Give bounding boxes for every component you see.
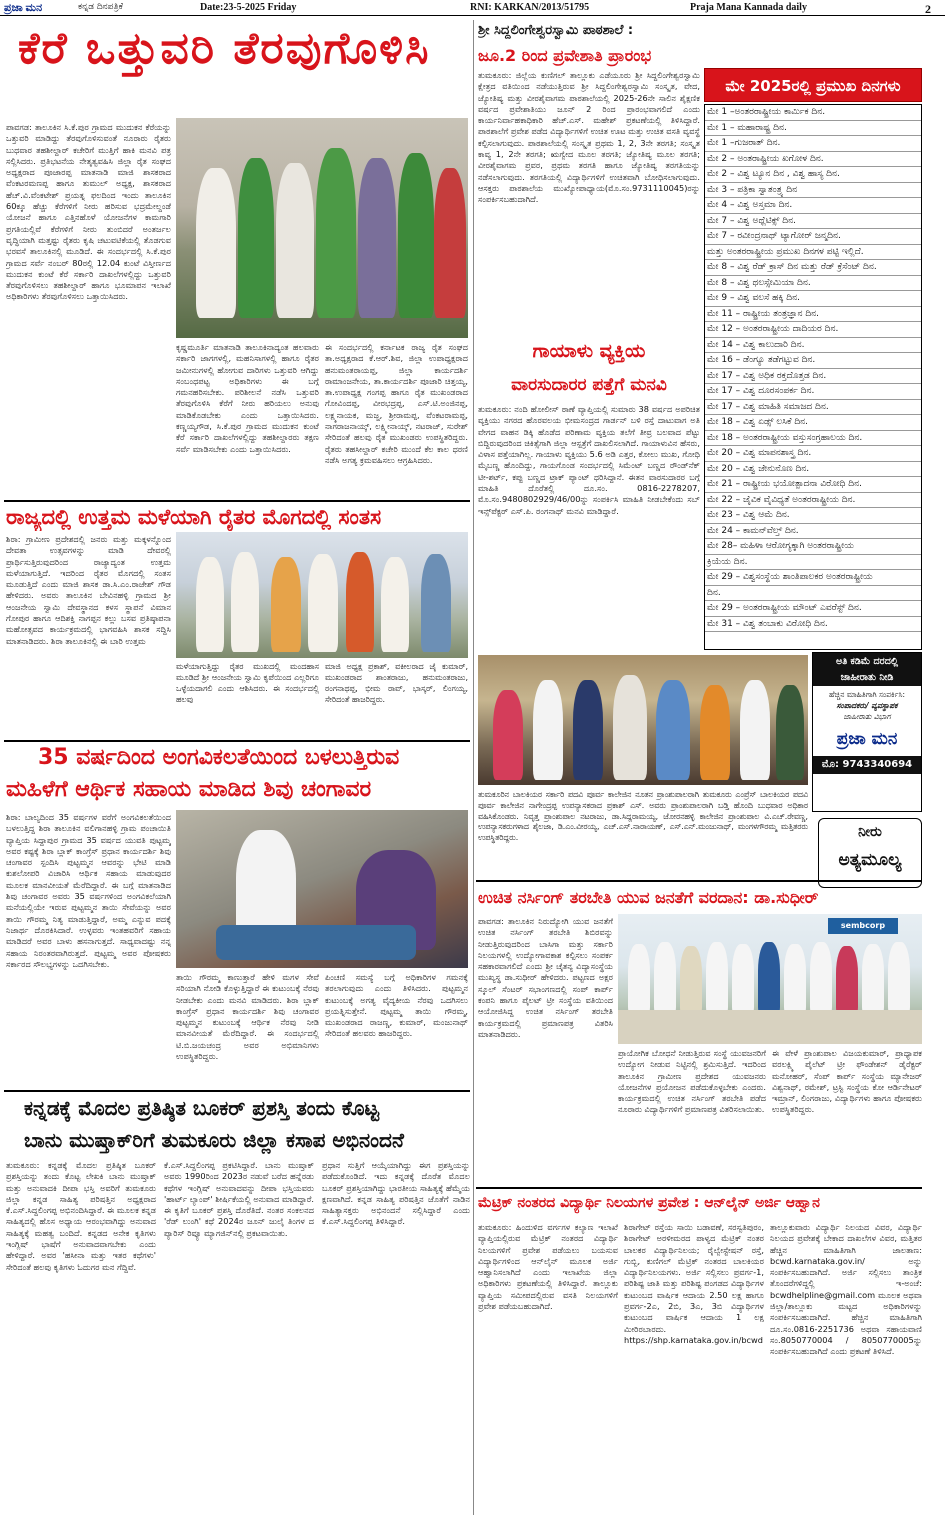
story6-photo (478, 655, 808, 785)
story4-headline2: ಬಾನು ಮುಷ್ತಾಕ್‌ರಿಗೆ ತುಮಕೂರು ಜಿಲ್ಲಾ ಕಸಾಪ ಅಭಿನಂದನೆ (24, 1128, 404, 1152)
story6-body: ತುಮಕೂರು: ನಂದಿ ಹೋಲೀಸ್ ಠಾಣೆ ವ್ಯಾಪ್ತಿಯಲ್ಲಿ ಸುಮಾರು 38 ವರ್ಷದ ಅಪರಿಚಿತ ವ್ಯಕ್ತಿಯು ನಗರದ ಹೊರವಲಯ ಭೀಮಸಂದ್ರದ ಗಾರ್ಡನ್ ಬಳಿ ರಸ್ತೆ ದಾಟುವಾಗ ಅತಿ ವೇಗದ ವಾಹನ ಡಿಕ್ಕಿ ಹೊಡೆದ ಪರಿಣಾಮ ವ್ಯಕ್ತಿಯ ತಲೆಗೆ ತೀವ್ರ ಬಲವಾದ ಪೆಟ್ಟು ಬಿದ್ದಿರುವುದರಿಂದ ಚಿಕಿತ್ಸೆಗಾಗಿ ಜಿಲ್ಲಾ ಆಸ್ಪತ್ರೆಗೆ ದಾಖಲಿಸಲಾಗಿದೆ. ಗಾಯಾಳುವಿನ ಹೆಸರು, ವಿಳಾಸ ಪತ್ತೆಯಾಗಿಲ್ಲ. ಗಾಯಾಳು ವ್ಯಕ್ತಿಯು 5.6 ಅಡಿ ಎತ್ತರ, ಕೋಲು ಮುಖ, ಗೋಧಿ ಮೈಬಣ್ಣ ಹೊಂದಿದ್ದು, ಗಾಯಗೊಂಡ ಸಂದರ್ಭದಲ್ಲಿ ಸಿಮೆಂಟ್ ಬಣ್ಣದ ರೌಂಡ್‌ನೆಕ್ ಟೀ-ಶರ್ಟ್, ಕಪ್ಪು ಬಣ್ಣದ ಟ್ರಾಕ್ ಪ್ಯಾಂಟ್ ಧರಿಸಿದ್ದಾನೆ. ಈತನ ವಾರಸುದಾರರ ಬಗ್ಗೆ ಮಾಹಿತಿ ದೊರೆತಲ್ಲಿ ದೂ.ಸಂ. 0816-2278207, ಮೊ.ಸಂ.9480802929/46/00ನ್ನು ಸಂಪರ್ಕಿಸಿ ಮಾಹಿತಿ ನೀಡಬೇಕೆಂದು ಸಬ್ ಇನ್ಸ್‌ಪೆಕ್ಟರ್ ಎಸ್.ಪಿ. ರಂಗನಾಥ್ ಮನವಿ ಮಾಡಿದ್ದಾರೆ. (478, 404, 700, 516)
story8-headline: ಮೆಟ್ರಿಕ್ ನಂತರದ ವಿದ್ಯಾರ್ಥಿ ನಿಲಯಗಳ ಪ್ರವೇಶ : ಆನ್‌ಲೈನ್ ಅರ್ಜಿ ಆಹ್ವಾನ (478, 1195, 820, 1211)
story5-headline1: ಶ್ರೀ ಸಿದ್ದಲಿಂಗೇಶ್ವರಸ್ವಾಮಿ ಪಾಠಶಾಲೆ : (478, 23, 634, 38)
story8-col3: ತಾಲ್ಲೂಕುವಾರು ವಿದ್ಯಾರ್ಥಿ ನಿಲಯದ ವಿವರ, ವಿದ್ಯಾರ್ಥಿ ನಿಲಯದ ಪ್ರವೇಶಕ್ಕೆ ಬೇಕಾದ ದಾಖಲೆಗಳ ವಿವರ, ಮತ್ತಿತರ ಹೆಚ್ಚಿನ ಮಾಹಿತಿಗಾಗಿ ಜಾಲತಾಣ: bcwd.karnataka.gov.in/ ಅನ್ನು ಸಂಪರ್ಕಿಸಬಹುದಾಗಿದೆ. ಅರ್ಜಿ ಸಲ್ಲಿಸಲು ತಾಂತ್ರಿಕ ತೊಂದರೆಗಳಿದ್ದಲ್ಲಿ ಇ-ಅಂಚೆ: bcwdhelpline@gmail.com ಮೂಲಕ ಅಥವಾ ಜಿಲ್ಲಾ/ತಾಲ್ಲೂಕು ಮಟ್ಟದ ಅಧಿಕಾರಿಗಳನ್ನು ಸಂಪರ್ಕಿಸಬಹುದಾಗಿದೆ. ಹೆಚ್ಚಿನ ಮಾಹಿತಿಗಾಗಿ ದೂ.ಸಂ.0816-2251736 ಅಥವಾ ಸಹಾಯವಾಣಿ ಸಂ.8050770004 / 8050770005ನ್ನು ಸಂಪರ್ಕಿಸಬಹುದಾಗಿದೆ ಎಂದು ಪ್ರಕಟಣೆ ತಿಳಿಸಿದೆ. (770, 1222, 922, 1357)
story8-col2: ಶಿರಾಗೇಟ್ ರಸ್ತೆಯ ಸಾಯಿ ಬಡಾವಣೆ, ಸರಸ್ವತಿಪುರಂ, ಶಿರಾಗೇಟ್ ಅರಳೀಮರದ ಪಾಳ್ಯದ ಮೆಟ್ರಿಕ್ ನಂತರ ಬಾಲಕರ ವಿದ್ಯಾರ್ಥಿನಿಲಯ; ರೈಲ್ವೇಸ್ಟೇಷನ್ ರಸ್ತೆ, ಗುಬ್ಬಿ, ಕುಣಿಗಲ್ ಮೆಟ್ರಿಕ್ ನಂತರದ ಬಾಲಕಿಯರ ವಿದ್ಯಾರ್ಥಿನಿಲಯಗಳು. ಅರ್ಜಿ ಸಲ್ಲಿಸಲು ಪ್ರವರ್ಗ-1, ಪರಿಶಿಷ್ಟ ಜಾತಿ ಮತ್ತು ಪರಿಶಿಷ್ಟ ಪಂಗಡದ ವಿದ್ಯಾರ್ಥಿಗಳ ಕುಟುಂಬದ ವಾರ್ಷಿಕ ಆದಾಯ 2.50 ಲಕ್ಷ ಹಾಗೂ ಪ್ರವರ್ಗ-2ಎ, 2ಬಿ, 3ಎ, 3ಬಿ ವಿದ್ಯಾರ್ಥಿಗಳ ಕುಟುಂಬದ ವಾರ್ಷಿಕ ಆದಾಯ 1 ಲಕ್ಷ ಮೀರಿರಬಾರದು. https://shp.karnataka.gov.in/bcwd (624, 1222, 764, 1345)
day-item: ಮೇ 29 – ಅಂತರರಾಷ್ಟ್ರೀಯ ಮೌಂಟ್ ಎವರೆಸ್ಟ್ ದಿನ. (705, 601, 921, 617)
day-item: ಮತ್ತು ಅಂತರರಾಷ್ಟ್ರೀಯ ಪ್ರಮುಖ ದಿನಗಳ ಪಟ್ಟಿ ಇಲ್ಲಿದೆ. (705, 245, 921, 261)
days-title: ಮೇ 2025ರಲ್ಲಿ ಪ್ರಮುಖ ದಿನಗಳು (704, 68, 922, 102)
day-item: ದಿನ. (705, 586, 921, 602)
day-item: ಮೇ 24 – ಕಾಮನ್‌ವೆಲ್ತ್ ದಿನ. (705, 524, 921, 540)
divider (4, 740, 470, 742)
story5-body: ತುಮಕೂರು: ಜಿಲ್ಲೆಯ ಕುಣಿಗಲ್ ತಾಲ್ಲೂಕು ಎಡೆಯೂರು ಶ್ರೀ ಸಿದ್ದಲಿಂಗೇಶ್ವರಸ್ವಾಮಿ ಕ್ಷೇತ್ರದ ವತಿಯಿಂದ ನಡೆಯುತ್ತಿರುವ ಶ್ರೀ ಸಿದ್ದಲಿಂಗೇಶ್ವರಸ್ವಾಮಿ ಸಂಸ್ಕೃತ, ವೇದ, ಜ್ಯೋತಿಷ್ಯ ಮತ್ತು ವೀರಶೈವಾಗಮ ಪಾಠಶಾಲೆಯಲ್ಲಿ 2025-26ನೇ ಸಾಲಿನ ಶೈಕ್ಷಣಿಕ ವರ್ಷದ ಪ್ರವೇಶಾತಿಯು ಜೂನ್ 2 ರಿಂದ ಪ್ರಾರಂಭವಾಗಲಿದೆ ಎಂದು ಕಾರ್ಯನಿರ್ವಾಹಕಾಧಿಕಾರಿ ಹೆಚ್.ಎಸ್. ಮಹೇಶ್ ಪ್ರಕಟಣೆಯಲ್ಲಿ ತಿಳಿಸಿದ್ದಾರೆ. ಪಾಠಶಾಲೆಗೆ ಪ್ರವೇಶ ಪಡೆದ ವಿದ್ಯಾರ್ಥಿಗಳಿಗೆ ಉಚಿತ ಊಟ ಮತ್ತು ಉಚಿತ ವಸತಿ ವ್ಯವಸ್ಥೆ ಕಲ್ಪಿಸಲಾಗುವುದು. ಪಾಠಶಾಲೆಯಲ್ಲಿ ಸಂಸ್ಕೃತ ಪ್ರಥಮ 1, 2, 3ನೇ ತರಗತಿ; ಸಂಸ್ಕೃತ ಕಾವ್ಯ 1, 2ನೇ ತರಗತಿ; ಋಗ್ವೇದ ಮೂಲ ತರಗತಿ; ಜ್ಯೋತಿಷ್ಯ ಮೂಲ ತರಗತಿ; ವೀರಶೈವಾಗಮ ಪ್ರವರ, ಪ್ರಥಮ ತರಗತಿ ಹಾಗೂ ಜ್ಯೋತಿಷ್ಯ ತರಗತಿಯನ್ನು ನಡೆಸಲಾಗುವುದು. ತರಗತಿಯಲ್ಲಿ ವಿದ್ಯಾರ್ಥಿಗಳಿಗೆ ಉಚಿತವಾಗಿ ಬೋಧಿಸಲಾಗುವುದು. ಆಸಕ್ತರು ಪಾಠಶಾಲೆಯ ಮುಖ್ಯೋಪಾಧ್ಯಾಯ(ಮೊ.ಸಂ.9731110045)ರನ್ನು ಸಂಪರ್ಕಿಸಬಹುದಾಗಿದೆ. (478, 70, 700, 205)
day-item: ಮೇ 22 – ಜೈವಿಕ ವೈವಿಧ್ಯತೆ ಅಂತರರಾಷ್ಟ್ರೀಯ ದಿನ. (705, 493, 921, 509)
water-line1: ನೀರು (858, 824, 882, 840)
day-item: ಮೇ 3 – ಪತ್ರಿಕಾ ಸ್ವಾತಂತ್ರ್ಯ ದಿನ (705, 183, 921, 199)
story4-col3: ಪ್ರಧಾನ ಸುತ್ತಿಗೆ ಆಯ್ಕೆಯಾಗಿದ್ದು ಈಗ ಪ್ರಶಸ್ತಿಯನ್ನು ಪಡೆದುಕೊಂಡಿದೆ. ಇದು ಕನ್ನಡಕ್ಕೆ ದೊರೆತ ಮೊದಲ ಬೂಕರ್ ಪ್ರಶಸ್ತಿಯಾಗಿದ್ದು ಭಾರತೀಯ ಸಾಹಿತ್ಯಕ್ಕೆ ಹೆಮ್ಮೆಯ ಕ್ಷಣವಾಗಿದೆ. ಕನ್ನಡ ಸಾಹಿತ್ಯ ಪರಿಷತ್ತಿನ ಜೊತೆಗೆ ನಾಡಿನ ಸಾಹಿತ್ಯಾಸಕ್ತರು ಅಭಿನಂದನೆ ಸಲ್ಲಿಸಿದ್ದಾರೆ ಎಂದು ಕೆ.ಎಸ್.ಸಿದ್ದಲಿಂಗಪ್ಪ ತಿಳಿಸಿದ್ದಾರೆ. (322, 1160, 470, 1227)
story7-headline: ಉಚಿತ ನರ್ಸಿಂಗ್ ತರಬೇತಿ ಯುವ ಜನತೆಗೆ ವರದಾನ: ಡಾ.ಸುಧೀರ್ (478, 888, 819, 907)
story1-headline: ಕೆರೆ ಒತ್ತುವರಿ ತೆರವುಗೊಳಿಸಿ (18, 23, 431, 74)
page-number: 2 (925, 2, 931, 16)
story6-headline1: ಗಾಯಾಳು ವ್ಯಕ್ತಿಯ (532, 340, 646, 362)
story7-photo: sembcorp (618, 914, 922, 1044)
masthead-rni: RNI: KARKAN/2013/51795 (470, 2, 590, 13)
masthead (0, 0, 945, 16)
day-item: ಮೇ 17 – ವಿಶ್ವ ಅಧಿಕ ರಕ್ತದೊತ್ತಡ ದಿನ. (705, 369, 921, 385)
ad-phone: ಮೊ: 9743340694 (813, 756, 921, 774)
day-item: ಮೇ 17 – ವಿಶ್ವ ದೂರಸಂಪರ್ಕ ದಿನ. (705, 384, 921, 400)
day-item: ಮೇ 8 – ವಿಶ್ವ ಥಲಸ್ಸೇಮಿಯಾ ದಿನ. (705, 276, 921, 292)
day-item: ಮೇ 21 – ರಾಷ್ಟ್ರೀಯ ಭಯೋತ್ಪಾದನಾ ವಿರೋಧಿ ದಿನ. (705, 477, 921, 493)
ad-line3: ಹೆಚ್ಚಿನ ಮಾಹಿತಿಗಾಗಿ ಸಂಪರ್ಕಿಸಿ: (829, 690, 905, 699)
day-item: ಮೇ 17 – ವಿಶ್ವ ಮಾಹಿತಿ ಸಮಾಜದ ದಿನ. (705, 400, 921, 416)
story1-col2: ಕೃಷ್ಣಮೂರ್ತಿ ಮಾತನಾಡಿ ತಾಲೂಕಿನಾದ್ಯಂತ ಹಲವಾರು ಸರ್ಕಾರಿ ಜಾಗಗಳಲ್ಲಿ, ಮಹನಿಸಾಗಳಲ್ಲಿ ಹಾಗೂ ರೈತರ ಜಮೀನುಗಳಲ್ಲಿ ಹೋಗುವ ದಾರಿಗಳು ಒತ್ತುವರಿ ಆಗಿದ್ದು ಸಂಬಂಧಪಟ್ಟ ಅಧಿಕಾರಿಗಳು ಈ ಬಗ್ಗೆ ಗಮನಹರಿಸಬೇಕು. ಪರಿಶೀಲನೆ ನಡೆಸಿ ಒತ್ತುವರಿ ತೆರವುಗೊಳಿಸಿ ಕೆರೆಗೆ ನೀರು ಹರಿಯಲು ಅನುವು ಮಾಡಿಕೊಡಬೇಕು ಎಂದು ಒತ್ತಾಯಿಸಿದರು. ಕಣ್ಣಯ್ಯಗೌಡ, ಸಿ.ಕೆ.ಪುರ ಗ್ರಾಮದ ಮುದುಕನ ಕುಂಟೆ ಕೆರೆ ಸರ್ಕಾರಿ ದಾಖಲೆಗಳಲ್ಲಿದ್ದು ತಹಶೀಲ್ದಾರರು ತಕ್ಷಣ ಸರ್ವೆ ಮಾಡಿಸಬೇಕು ಎಂದು ಒತ್ತಾಯಿಸಿದರು. (176, 342, 319, 454)
masthead-paper-name: Praja Mana Kannada daily (690, 2, 807, 13)
day-item: ಮೇ 8 – ವಿಶ್ವ ರೆಡ್ ಕ್ರಾಸ್ ದಿನ ಮತ್ತು ರೆಡ್ ಕ್ರೆಸೆಂಟ್ ದಿನ. (705, 260, 921, 276)
days-list (704, 104, 922, 650)
story3-headline2: ಮಹಿಳೆಗೆ ಆರ್ಥಿಕ ಸಹಾಯ ಮಾಡಿದ ಶಿವು ಚಂಗಾವರ (6, 777, 372, 802)
story2-photo (176, 532, 468, 658)
day-item: ಮೇ 23 – ವಿಶ್ವ ಆಮೆ ದಿನ. (705, 508, 921, 524)
day-item: ಮೇ 29 – ವಿಶ್ವಸಂಸ್ಥೆಯ ಶಾಂತಿಪಾಲಕರ ಅಂತರರಾಷ್ಟ್ರೀಯ (705, 570, 921, 586)
column-rule (473, 20, 474, 1515)
story4-col1: ತುಮಕೂರು: ಕನ್ನಡಕ್ಕೆ ಮೊದಲ ಪ್ರತಿಷ್ಠಿತ ಬೂಕರ್ ಪ್ರಶಸ್ತಿಯನ್ನು ತಂದು ಕೊಟ್ಟ ಲೇಖಕಿ ಬಾನು ಮುಷ್ತಾಕ್ ಮತ್ತು ಅನುವಾದಕಿ ದೀಪಾ ಭಸ್ತಿ ಅವರಿಗೆ ತುಮಕೂರು ಜಿಲ್ಲಾ ಕನ್ನಡ ಸಾಹಿತ್ಯ ಪರಿಷತ್ತಿನ ಅಧ್ಯಕ್ಷರಾದ ಕೆ.ಎಸ್.ಸಿದ್ದಲಿಂಗಪ್ಪ ಅಭಿನಂದಿಸಿದ್ದಾರೆ. ಈ ಮೂಲಕ ಕನ್ನಡ ಸಾಹಿತ್ಯದಲ್ಲಿ ಹೊಸ ಅಧ್ಯಾಯ ಆರಂಭವಾಗಿದ್ದು ಅನುವಾದ ಸಾಹಿತ್ಯಕ್ಕೆ ಮಹತ್ವ ಬಂದಿದೆ. ಕನ್ನಡದ ಅನೇಕ ಕೃತಿಗಳು ಇಂಗ್ಲಿಷ್ ಭಾಷೆಗೆ ಅನುವಾದವಾಗಬೇಕು ಎಂದು ಹೇಳಿದ್ದಾರೆ. ಅವರ 'ಹಸೀನಾ ಮತ್ತು ಇತರ ಕಥೆಗಳು' ಸೇರಿದಂತೆ ಹಲವು ಕೃತಿಗಳು ಓದುಗರ ಮನ ಗೆದ್ದಿವೆ. (6, 1160, 156, 1272)
water-line2: ಅತ್ಯಮೂಲ್ಯ (838, 850, 902, 870)
day-item: ಮೇ 14 – ವಿಶ್ವ ಕಾಲುದಾರಿ ದಿನ. (705, 338, 921, 354)
ad-line2: ಜಾಹೀರಾತು ನೀಡಿ (813, 670, 921, 686)
story3-col3: ಪಿಂಚಣಿ ಸಮಸ್ಯೆ ಬಗ್ಗೆ ಅಧಿಕಾರಿಗಳ ಗಮನಕ್ಕೆ ತರಲಾಗುವುದು ಎಂದು ತಿಳಿಸಿದರು. ಪುಟ್ಟಮ್ಮನ ಕುಟುಂಬಕ್ಕೆ ಅಗತ್ಯ ವೈದ್ಯಕೀಯ ನೆರವು ಒದಗಿಸಲು ಪ್ರಯತ್ನಿಸುತ್ತೇನೆ. ಪುಟ್ಟಮ್ಮ ತಾಯಿ ಗೌರಮ್ಮ, ಮುಖಂಡರಾದ ರಾಜಣ್ಣ, ಕುಮಾರ್, ಮಂಜುನಾಥ್ ಸೇರಿದಂತೆ ಹಲವರು ಹಾಜರಿದ್ದರು. (325, 972, 468, 1039)
ad-line5: ಜಾಹೀರಾತು ವಿಭಾಗ (843, 712, 891, 721)
story3-col1: ಶಿರಾ: ಬಾಲ್ಯದಿಂದ 35 ವರ್ಷಗಳ ವರೆಗೆ ಅಂಗವಿಕಲತೆಯಿಂದ ಬಳಲುತ್ತಿದ್ದ ಶಿರಾ ತಾಲೂಕಿನ ವಲಿಗಾನಹಳ್ಳಿ ಗ್ರಾಮ ಪಂಚಾಯಿತಿ ವ್ಯಾಪ್ತಿಯ ಸಿದ್ದಾಪುರ ಗ್ರಾಮದ 35 ವರ್ಷದ ಯುವತಿ ಪುಟ್ಟಮ್ಮ ಅವರ ಕಷ್ಟಕ್ಕೆ ಶಿರಾ ಬ್ಲಾಕ್ ಕಾಂಗ್ರೆಸ್ ಪ್ರಧಾನ ಕಾರ್ಯದರ್ಶಿ ಶಿವು ಚಂಗಾವರ ಸ್ಪಂದಿಸಿ ಪುಟ್ಟಮ್ಮನ ಆವರನ್ನು ಭೇಟಿ ಮಾಡಿ ಕುಶಲೋಪರಿ ವಿಚಾರಿಸಿ ಆರ್ಥಿಕ ಸಹಾಯ ಮಾಡುವುದರ ಮೂಲಕ ಮಾನವೀಯತೆ ಮೆರೆದಿದ್ದಾರೆ. ಈ ಬಗ್ಗೆ ಮಾತನಾಡಿದ ಶಿವು ಚಂಗಾವರ ಅವರು 35 ವರ್ಷಗಳಿಂದ ಅಂಗವಿಕಲೆಯಾಗಿ ಮನೆಯಲ್ಲಿಯೇ ಇರುವ ಪುಟ್ಟಮ್ಮನ ತಾಯಿ ಸೇವೆಯನ್ನು ಅವರ ತಾಯಿ ಗೌರಮ್ಮ ನಿತ್ಯ ಮಾಡುತ್ತಿದ್ದಾರೆ, ಅಮ್ಮ ಎನ್ನುವ ಪದಕ್ಕೆ ನಿಜಾರ್ಥ ದೊರಕಿಸಿದಾರೆ. ಉಳ್ಳವರು ಇಂತಹವರಿಗೆ ಸಹಾಯ ಮಾಡಿದರೆ ಅವರ ಬಾಳು ಹಸನಾಗುತ್ತದೆ. ಸಾಧ್ಯವಾದಷ್ಟು ನನ್ನ ಸಹಾಯ ನಿರಂತರವಾಗಿರುತ್ತದೆ. ಪುಟ್ಟಮ್ಮ ಅವರ ಪೋಷಕರು ಸರ್ಕಾರದ ಸೌಲಭ್ಯಗಳನ್ನು ಒದಗಿಸಬೇಕು. (6, 812, 171, 969)
ad-box (812, 652, 922, 812)
ad-line1: ಅತಿ ಕಡಿಮೆ ದರದಲ್ಲಿ (813, 653, 921, 670)
story7-col2: ಪ್ರಾಯೋಗಿಕ ಬೋಧನೆ ನೀಡುತ್ತಿರುವ ಸಂಸ್ಥೆ ಯುವಜನರಿಗೆ ಉದ್ಯೋಗ ನೀಡುವ ನಿಟ್ಟಿನಲ್ಲಿ ಶ್ರಮಿಸುತ್ತಿದೆ. ಇದರಿಂದ ತಾಲೂಕಿನ ಗ್ರಾಮೀಣ ಪ್ರದೇಶದ ಯುವಜನರು ಯೋಜನೆಗಳ ಪ್ರಯೋಜನ ಪಡೆದುಕೊಳ್ಳಬೇಕು ಎಂದರು. ಕಾರ್ಯಕ್ರಮದಲ್ಲಿ ಉಚಿತ ನರ್ಸಿಂಗ್ ತರಬೇತಿ ಪಡೆದ ನೂರಾರು ವಿದ್ಯಾರ್ಥಿಗಳಿಗೆ ಪ್ರಮಾಣಪತ್ರ ವಿತರಿಸಲಾಯಿತು. (618, 1048, 766, 1115)
story2-headline: ರಾಜ್ಯದಲ್ಲಿ ಉತ್ತಮ ಮಳೆಯಾಗಿ ರೈತರ ಮೊಗದಲ್ಲಿ ಸಂತಸ (6, 505, 382, 529)
day-item: ಮೇ 1 – ಮಹಾರಾಷ್ಟ್ರ ದಿನ. (705, 121, 921, 137)
day-item: ಮೇ 18 – ಅಂತರರಾಷ್ಟ್ರೀಯ ವಸ್ತುಸಂಗ್ರಹಾಲಯ ದಿನ. (705, 431, 921, 447)
ad-logo: ಪ್ರಜಾ ಮನ (836, 729, 898, 749)
story1-col1: ಪಾವಗಡ: ತಾಲೂಕಿನ ಸಿ.ಕೆ.ಪುರ ಗ್ರಾಮದ ಮುದುಕನ ಕೆರೆಯನ್ನು ಒತ್ತುವರಿ ಮಾಡಿದ್ದು ತೆರವುಗೊಳಿಸುವಂತೆ ನೂರಾರು ರೈತರು ಬುಧವಾರ ತಹಶೀಲ್ದಾರ್ ಕಚೇರಿಗೆ ಮುತ್ತಿಗೆ ಹಾಕಿ ಮನವಿ ಪತ್ರ ಸಲ್ಲಿಸಿದರು. ಪ್ರತಿಭಟನೆಯ ನೇತೃತ್ವವಹಿಸಿ ಜಿಲ್ಲಾ ರೈತ ಸಂಘದ ಅಧ್ಯಕ್ಷರಾದ ಪೂಜಾರಪ್ಪ ಮಾತನಾಡಿ ಮಾಜಿ ಶಾಸಕರಾದ ವೆಂಕಟರಮಣಪ್ಪ ಹಾಗೂ ತುಮುಲ್ ಅಧ್ಯಕ್ಷ, ಶಾಸಕರಾದ ಹೆಚ್.ವಿ.ವೆಂಕಟೇಶ್ ಪ್ರಯತ್ನ ಫಲದಿಂದ ಇಂದು ತಾಲೂಕಿನ 60ಕ್ಕೂ ಹೆಚ್ಚು ಕೆರೆಗಳಿಗೆ ನೀರು ಹರಿಸುವ ಭದ್ರಮೇಲ್ದಂಡೆ ಯೋಜನೆ ಹಾಗೂ ಎತ್ತಿನಹೊಳೆ ಯೋಜನೆಗಳ ಕಾಮಗಾರಿ ಪ್ರಗತಿಯಲ್ಲಿವೆ ಕೆರೆಗಳಿಗೆ ನೀರು ತುಂಬಿದರೆ ಅಂತರ್ಜಲ ವೃದ್ಧಿಯಾಗಿ ಮತ್ತಷ್ಟು ರೈತರು ಕೃಷಿ ಚಟುವಟಿಕೆಯಲ್ಲಿ ತೊಡಗುವ ಭರವಸೆ ತಾಲೂಕಿನಲ್ಲಿ ಮೂಡಿದೆ. ಈ ಸಂದರ್ಭದಲ್ಲಿ ಸಿ.ಕೆ.ಪುರ ಗ್ರಾಮದ ಸರ್ವೆ ನಂಬರ್ 80ರಲ್ಲಿ 12.04 ಕುಂಟೆ ವಿಸ್ತೀರ್ಣದ ಮುದುಕನ ಕುಂಟೆ ಕೆರೆ ಸರ್ಕಾರಿ ದಾಖಲೆಗಳಲ್ಲಿದ್ದು ಒತ್ತುವರಿ ತೆರವುಗೊಳಿಸಲು ತಹಶೀಲ್ದಾರ್ ಹಾಗೂ ಭೂಮಾಪನ ಇಲಾಖೆ ಅಧಿಕಾರಿಗಳು ತೆರವುಗೊಳಿಸಲು ಒತ್ತಾಯಿಸಿದರು. (6, 122, 171, 302)
day-item: ಮೇ 1 –ಅಂತರರಾಷ್ಟ್ರೀಯ ಕಾರ್ಮಿಕ ದಿನ. (705, 105, 921, 121)
story6-caption: ತುಮಕೂರಿನ ಬಾಲಕಿಯರ ಸರ್ಕಾರಿ ಪದವಿ ಪೂರ್ವ ಕಾಲೇಜಿನ ನೂತನ ಪ್ರಾಂಶುಪಾಲರಾಗಿ ತುಮಕೂರು ಎಂಪ್ರೆಸ್ ಬಾಲಕಿಯರ ಪದವಿ ಪೂರ್ವ ಕಾಲೇಜಿನ ನಾಗೇಂದ್ರಪ್ಪ ಉಪನ್ಯಾಸಕರಾದ ಪ್ರಕಾಶ್ ಎಸ್. ಅವರು ಪ್ರಾಂಶುಪಾಲರಾಗಿ ಬಡ್ತಿ ಹೊಂದಿ ಬುಧವಾರ ಅಧಿಕಾರ ವಹಿಸಿಕೊಂಡರು. ನಿವೃತ್ತ ಪ್ರಾಂಶುಪಾಲ ನಟರಾಜು, ಡಾ.ಸಿದ್ದರಾಮಯ್ಯ, ಜೋರನಹಳ್ಳಿ ಕಾಲೇಜಿನ ಪ್ರಾಂಶುಪಾಲ ವಿ.ಎಚ್.ರೇವಣ್ಣ, ಉಪನ್ಯಾಸಕರುಗಳಾದ ಶೈಲಜಾ, ಡಿ.ಎಂ.ವೀರಯ್ಯ, ಎಚ್.ಎಸ್.ನಾರಾಯಣ್, ಎಸ್.ಎನ್.ಮಂಜುನಾಥ್, ಮಂಗಳಗೌರಮ್ಮ ಮತ್ತಿತರರು ಉಪಸ್ಥಿತರಿದ್ದರು. (478, 790, 808, 843)
day-item: ಮೇ 31 – ವಿಶ್ವ ತಂಬಾಕು ವಿರೋಧಿ ದಿನ. (705, 617, 921, 633)
day-item: ಮೇ 18 – ವಿಶ್ವ ಏಡ್ಸ್ ಲಸಿಕೆ ದಿನ. (705, 415, 921, 431)
day-item: ಕ್ರಿಯೆಯ ದಿನ. (705, 555, 921, 571)
day-item: ಮೇ 11 – ರಾಷ್ಟ್ರೀಯ ತಂತ್ರಜ್ಞಾನ ದಿನ. (705, 307, 921, 323)
story7-col1: ಪಾವಗಡ: ತಾಲೂಕಿನ ನಿರುದ್ಯೋಗಿ ಯುವ ಜನತೆಗೆ ಉಚಿತ ನರ್ಸಿಂಗ್ ತರಬೇತಿ ಶಿಬಿರವನ್ನು ನೀಡುತ್ತಿರುವುದರಿಂದ ಬಾಸಿಗಾ ಮತ್ತು ಸರ್ಕಾರಿ ನಿಲಯಗಳಲ್ಲಿ ಉದ್ಯೋಗಾವಕಾಶ ಕಲ್ಪಿಸಲು ಸಂಪರ್ಕ ಸಹಕಾರವಾಗಲಿದೆ ಎಂದು ಶ್ರೀ ಚೈತನ್ಯ ವಿದ್ಯಾಸಂಸ್ಥೆಯ ಮುಖ್ಯಸ್ಥ ಡಾ.ಸುಧೀರ್ ಹೇಳಿದರು. ಪಟ್ಟಣದ ಅಕ್ಷರ ಸ್ಕೂಲ್ ಸೆಂಟರ್ ಸಭಾಂಗಣದಲ್ಲಿ ಸಂಪ್ ಕಾರ್ಪ್ ಕಂಪನಿ ಹಾಗೂ ಪೈಲಟ್ ಟ್ರೀ ಸಂಸ್ಥೆಯ ವತಿಯಿಂದ ಆಯೋಜಿಸಿದ್ದ ಉಚಿತ ನರ್ಸಿಂಗ್ ತರಬೇತಿ ಕಾರ್ಯಕ್ರಮದಲ್ಲಿ ಪ್ರಮಾಣಪತ್ರ ವಿತರಿಸಿ ಮಾತನಾಡಿದರು. (478, 916, 613, 1039)
story2-caption2: ಮಾಜಿ ಅಧ್ಯಕ್ಷ ಪ್ರಕಾಶ್, ವಕೀಲರಾದ ಜೈ ಕುಮಾರ್, ಮುಖಂಡರಾದ ಶಾಂತರಾಜು, ಹನುಮಂತರಾಜು, ರಂಗನಾಥಪ್ಪ, ಭೀಮ ರಾವ್, ಭಾಸ್ಕರ್, ಲಿಂಗಯ್ಯ, ಸೇರಿದಂತೆ ಹಾಜರಿದ್ದರು. (325, 662, 468, 704)
day-item: ಮೇ 7 – ರವೀಂದ್ರನಾಥ್ ಟ್ಯಾಗೋರ್ ಜನ್ಮದಿನ. (705, 229, 921, 245)
story2-caption: ಮಳೆಯಾಗುತ್ತಿದ್ದು ರೈತರ ಮುಖದಲ್ಲಿ ಮಂದಹಾಸ ಮೂಡಿದೆ ಶ್ರೀ ಆಂಜನೇಯ ಸ್ವಾಮಿ ಕೃಪೆಯಿಂದ ಎಲ್ಲರಿಗೂ ಒಳ್ಳೆಯದಾಗಲಿ ಎಂದು ಆಶಿಸಿದರು. ಈ ಸಂದರ್ಭದಲ್ಲಿ ಹಲವು (176, 662, 319, 704)
day-item: ಮೇ 4 – ವಿಶ್ವ ಅಸ್ತಮಾ ದಿನ. (705, 198, 921, 214)
masthead-date: Date:23-5-2025 Friday (200, 2, 297, 13)
masthead-logo: ಪ್ರಜಾ ಮನ (4, 2, 43, 14)
story4-col2: ಕೆ.ಎಸ್.ಸಿದ್ದಲಿಂಗಪ್ಪ ಪ್ರಕಟಿಸಿದ್ದಾರೆ. ಬಾನು ಮುಷ್ತಾಕ್ ಅವರು 1990ರಿಂದ 2023ರ ನಡುವೆ ಬರೆದ ಹನ್ನೆರಡು ಕಥೆಗಳ ಇಂಗ್ಲಿಷ್ ಅನುವಾದವನ್ನು ದೀಪಾ ಭಸ್ತಿಯವರು 'ಹಾರ್ಟ್ ಲ್ಯಾಂಪ್' ಶೀರ್ಷಿಕೆಯಲ್ಲಿ ಅನುವಾದ ಮಾಡಿದ್ದಾರೆ. ಈ ಕೃತಿಗೆ ಬೂಕರ್ ಪ್ರಶಸ್ತಿ ದೊರೆತಿದೆ. ನಂತರ ಸಂಕಲನದ 'ರೆಡ್ ಲುಂಗಿ' ಕಥೆ 2024ರ ಜೂನ್ ಜುಲೈ ತಿಂಗಳ ದ ಪ್ಯಾರಿಸ್ ರಿವ್ಯೂ ಮ್ಯಾಗಜಿನ್‌ನಲ್ಲಿ ಪ್ರಕಟವಾಯಿತು. (164, 1160, 314, 1238)
story7-col3: ಈ ವೇಳೆ ಪ್ರಾಂಶುಪಾಲ ವಿಜಯಕುಮಾರ್, ಪ್ರಾಧ್ಯಾಪಕ ವರಲಕ್ಷ್ಮಿ ಪೈಲೆಟ್ ಟ್ರೀ ಫೌಂಡೇಶನ್ ಡೈರೆಕ್ಟರ್ ಮನೋಹರ್, ಸೆಂಪ್ ಕಾರ್ಪ್ ಸಂಸ್ಥೆಯ ಮ್ಯಾನೇಜರ್ ವಿಶ್ವನಾಥ್, ರಮೇಶ್, ಟ್ರಸ್ಟಿ ಸಂಸ್ಥೆಯ ಕೋ ಆರ್ಡಿನೇಟರ್ ಇಮ್ರಾನ್, ಲಿಂಗರಾಜು, ವಿದ್ಯಾರ್ಥಿಗಳು ಹಾಗೂ ಪೋಷಕರು ಉಪಸ್ಥಿತರಿದ್ದರು. (772, 1048, 922, 1115)
day-item: ಮೇ 2 – ಅಂತರಾಷ್ಟ್ರೀಯ ಖಗೋಳ ದಿನ. (705, 152, 921, 168)
divider (476, 880, 922, 882)
day-item: ಮೇ 1 –ಗುಜರಾತ್ ದಿನ. (705, 136, 921, 152)
day-item: ಮೇ 20 – ವಿಶ್ವ ಮಾಪನಶಾಸ್ತ್ರ ದಿನ. (705, 446, 921, 462)
story6-headline2: ವಾರಸುದಾರರ ಪತ್ತೆಗೆ ಮನವಿ (511, 375, 667, 395)
day-item: ಮೇ 9 – ವಿಶ್ವ ವಲಸೆ ಹಕ್ಕಿ ದಿನ. (705, 291, 921, 307)
story4-headline1: ಕನ್ನಡಕ್ಕೆ ಮೊದಲ ಪ್ರತಿಷ್ಠಿತ ಬೂಕರ್ ಪ್ರಶಸ್ತಿ ತಂದು ಕೊಟ್ಟ (24, 1096, 379, 1120)
story1-photo (176, 118, 468, 338)
day-item: ಮೇ 12 – ಅಂತರರಾಷ್ಟ್ರೀಯ ದಾದಿಯರ ದಿನ. (705, 322, 921, 338)
divider (476, 1187, 922, 1189)
day-item: ಮೇ 2 – ವಿಶ್ವ ಟ್ಯೂನ ದಿನ , ವಿಶ್ವ ಹಾಸ್ಯ ದಿನ. (705, 167, 921, 183)
masthead-tagline: ಕನ್ನಡ ದಿನಪತ್ರಿಕೆ (78, 2, 124, 12)
day-item: ಮೇ 7 – ವಿಶ್ವ ಅಥ್ಲೆಟಿಕ್ಸ್ ದಿನ. (705, 214, 921, 230)
day-item: ಮೇ 16 – ಡೆಂಗ್ಯೂ ತಡೆಗಟ್ಟುವ ದಿನ. (705, 353, 921, 369)
divider (4, 500, 470, 502)
story3-photo (176, 810, 468, 968)
story5-headline2: ಜೂ.2 ರಿಂದ ಪ್ರವೇಶಾತಿ ಪ್ರಾರಂಭ (478, 46, 652, 65)
day-item: ಮೇ 20 – ವಿಶ್ವ ಜೇನುನೊಣ ದಿನ. (705, 462, 921, 478)
ad-line4: ಸಂಪಾದಕರು/ ವ್ಯವಸ್ಥಾಪಕ (836, 701, 898, 710)
story1-col3: ಈ ಸಂದರ್ಭದಲ್ಲಿ ಕರ್ನಾಟಕ ರಾಜ್ಯ ರೈತ ಸಂಘದ ತಾ.ಅಧ್ಯಕ್ಷರಾದ ಕೆ.ಆರ್.ಶಿವ, ಜಿಲ್ಲಾ ಉಪಾಧ್ಯಕ್ಷರಾದ ಹನುಮಂತರಾಯಪ್ಪ, ಜಿಲ್ಲಾ ಕಾರ್ಯದರ್ಶಿ ರಾಮಾಂಜನೇಯ, ತಾ.ಕಾರ್ಯದರ್ಶಿ ಪೂಜಾರಿ ಚಿತ್ತಯ್ಯ, ತಾ.ಉಪಾಧ್ಯಕ್ಷ ಗಂಗಪ್ಪ ಹಾಗೂ ರೈತ ಮುಖಂಡರಾದ ಗೋವಿಂದಪ್ಪ, ವೀರಭದ್ರಪ್ಪ, ಎಸ್.ಟಿ.ಅಂಜಿನಪ್ಪ, ಲಕ್ಷ್ಮನಾಯಕ, ಮಜ್ಜ, ಶ್ರೀರಾಮಪ್ಪ, ವೆಂಕಟರಾಮಪ್ಪ, ನಾಗರಾಜನಾಯ್ಕ್, ಲಕ್ಷ್ಮೀನಾಯ್ಕ್, ನಟರಾಜ್, ಸುರೇಶ್ ಸೇರಿದಂತೆ ಹಲವು ರೈತ ಮುಖಂಡರು ಉಪಸ್ಥಿತರಿದ್ದರು. ರೈತರು ತಹಸೀಲ್ದಾರ್ ಕಚೇರಿ ಮುಂದೆ ಕೆಲ ಕಾಲ ಧರಣಿ ನಡೆಸಿ ಅಗತ್ಯ ಕ್ರಮವಹಿಸಲು ಆಗ್ರಹಿಸಿದರು. (325, 342, 468, 465)
story2-col1: ಶಿರಾ: ಗ್ರಾಮೀಣ ಪ್ರದೇಶದಲ್ಲಿ ಜನರು ಮತ್ತು ಮಕ್ಕಳನ್ನೊಂದ ದೇವತಾ ಉತ್ಸವಗಳನ್ನು ಮಾಡಿ ದೇವರಲ್ಲಿ ಪ್ರಾರ್ಥಿಸುತ್ತಿರುವುದರಿಂದ ರಾಜ್ಯಾದ್ಯಂತ ಉತ್ತಮ ಮಳೆಯಾಗುತ್ತಿದೆ. ಇದರಿಂದ ರೈತರ ಮೊಗದಲ್ಲಿ ಸಂತಸ ಮೂಡುತ್ತಿದೆ ಎಂದು ಮಾಜಿ ಶಾಸಕ ಡಾ.ಸಿ.ಎಂ.ರಾಜೇಶ್ ಗೌಡ ಹೇಳಿದರು. ಅವರು ತಾಲೂಕಿನ ಬೇವಿನಹಳ್ಳಿ ಗ್ರಾಮದ ಶ್ರೀ ಆಂಜನೇಯ ಸ್ವಾಮಿ ದೇವಸ್ಥಾನದ ಕಳಸ ಸ್ಥಾಪನೆ ವಿಮಾನ ಗೋಪುರ ಹಾಗೂ ಆದಿಶಕ್ತಿ ನಾಗಪ್ಪನ ಕಲ್ಲು ಬಸವ ಪ್ರತಿಷ್ಠಾಪನಾ ಮಹೋತ್ಸವದ ಕಾರ್ಯಕ್ರಮದಲ್ಲಿ ಭಾಗವಹಿಸಿ ಶಾಸಕ ಸದ್ದಿಸಿ ಮಾತನಾಡಿದರು. ಶಿರಾ ತಾಲೂಕಿನಲ್ಲಿ ಈ ಬಾರಿ ಉತ್ತಮ (6, 534, 171, 646)
story3-col2: ತಾಯಿ ಗೌರಮ್ಮ ಕಾಣುತ್ತಾರೆ ಹೇಳಿ ಮಗಳ ಸೇವೆ ಸರಿಯಾಗಿ ನೋಡಿ ಕೊಳ್ಳುತ್ತಿದ್ದಾರೆ ಈ ಕುಟುಂಬಕ್ಕೆ ನೆರವು ನೀಡಬೇಕು ಎಂದು ಮನವಿ ಮಾಡಿದರು. ಶಿರಾ ಬ್ಲಾಕ್ ಕಾಂಗ್ರೆಸ್ ಪ್ರಧಾನ ಕಾರ್ಯದರ್ಶಿ ಶಿವು ಚಂಗಾವರ ಪುಟ್ಟಮ್ಮನ ಕುಟುಂಬಕ್ಕೆ ಆರ್ಥಿಕ ನೆರವು ನೀಡಿ ಮಾನವೀಯತೆ ಮೆರೆದಿದ್ದಾರೆ. ಈ ಸಂದರ್ಭದಲ್ಲಿ ಟಿ.ಬಿ.ಜಯಚಂದ್ರ ಅವರ ಅಭಿಮಾನಿಗಳು ಉಪಸ್ಥಿತರಿದ್ದರು. (176, 972, 319, 1062)
story3-headline1: 35 ವರ್ಷದಿಂದ ಅಂಗವಿಕಲತೆಯಿಂದ ಬಳಲುತ್ತಿರುವ (38, 745, 400, 770)
divider (4, 1090, 470, 1092)
day-item: ಮೇ 28– ಮಹಿಳಾ ಆರೋಗ್ಯಕ್ಕಾಗಿ ಅಂತರರಾಷ್ಟ್ರೀಯ (705, 539, 921, 555)
water-box (818, 818, 922, 888)
story8-col1: ತುಮಕೂರು: ಹಿಂದುಳಿದ ವರ್ಗಗಳ ಕಲ್ಯಾಣ ಇಲಾಖೆ ವ್ಯಾಪ್ತಿಯಲ್ಲಿರುವ ಮೆಟ್ರಿಕ್ ನಂತರದ ವಿದ್ಯಾರ್ಥಿ ನಿಲಯಗಳಿಗೆ ಪ್ರವೇಶ ಪಡೆಯಲು ಬಯಸುವ ವಿದ್ಯಾರ್ಥಿಗಳಿಂದ ಆನ್‌ಲೈನ್ ಮೂಲಕ ಅರ್ಜಿ ಆಹ್ವಾನಿಸಲಾಗಿದೆ ಎಂದು ಇಲಾಖೆಯ ಜಿಲ್ಲಾ ಅಧಿಕಾರಿಗಳು ಪ್ರಕಟಣೆಯಲ್ಲಿ ತಿಳಿಸಿದ್ದಾರೆ. ತಾಲ್ಲೂಕು ವ್ಯಾಪ್ತಿಯ ಸಮೀಪದಲ್ಲಿರುವ ವಸತಿ ನಿಲಯಗಳಿಗೆ ಪ್ರವೇಶ ಪಡೆಯಬಹುದಾಗಿದೆ. (478, 1222, 618, 1312)
